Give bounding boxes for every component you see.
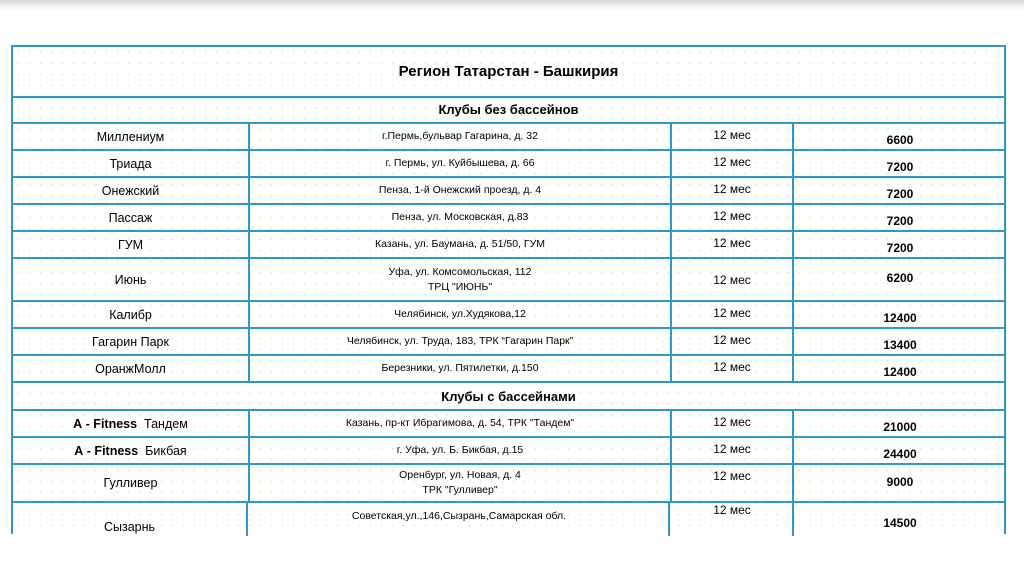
club-term: 12 мес [672, 232, 794, 257]
club-name: ОранжМолл [13, 356, 250, 381]
club-price: 6200 [886, 271, 914, 285]
table-row [13, 465, 1004, 503]
club-term: 12 мес [672, 465, 794, 501]
club-name: Гагарин Парк [13, 329, 250, 354]
club-name: Калибр [13, 302, 250, 327]
club-address: г.Пермь,бульвар Гагарина, д. 32 [250, 124, 672, 149]
table-row [13, 356, 1004, 383]
club-term: 12 мес [672, 259, 794, 300]
club-name: Сызарнь [13, 503, 248, 536]
club-price: 7200 [886, 187, 914, 201]
club-term: 12 мес [672, 438, 794, 463]
section-heading-no-pool: Клубы без бассейнов [13, 96, 1004, 124]
club-address: Челябинск, ул. Труда, 183, ТРК “Гагарин Парк” [250, 329, 672, 354]
brand-label: А - Fitness [74, 443, 139, 458]
table-row [13, 411, 1004, 438]
club-address: Казань, пр-кт Ибрагимова, д. 54, ТРК "Тандем" [250, 411, 672, 436]
club-term: 12 мес [672, 329, 794, 354]
club-price: 9000 [886, 475, 914, 489]
club-price: 24400 [883, 447, 917, 461]
table-title: Регион Татарстан - Башкирия [13, 47, 1004, 98]
table-row [13, 438, 1004, 465]
club-name: ГУМ [13, 232, 250, 257]
club-address: Уфа, ул. Комсомольская, 112 ТРЦ "ИЮНЬ" [250, 259, 672, 300]
club-address: Советская,ул.,146,Сызрань,Самарская обл. [250, 503, 670, 536]
brand-label: А - Fitness [73, 416, 138, 431]
club-term: 12 мес [672, 151, 794, 176]
club-term: 12 мес [672, 124, 794, 149]
club-price: 7200 [886, 214, 914, 228]
club-price: 13400 [883, 338, 917, 352]
club-term: 12 мес [672, 205, 794, 230]
club-address: г. Уфа, ул. Б. Бикбая, д.15 [250, 438, 672, 463]
table-row [13, 178, 1004, 205]
table-row [13, 329, 1004, 356]
top-shadow [0, 0, 1024, 10]
price-table [11, 45, 1006, 534]
section-heading-with-pool: Клубы с бассейнами [13, 383, 1004, 411]
club-address: Челябинск, ул.Худякова,12 [250, 302, 672, 327]
club-name: Пассаж [13, 205, 250, 230]
table-row [13, 124, 1004, 151]
club-name: Гулливер [13, 465, 250, 501]
club-name: Июнь [13, 259, 250, 300]
club-name: А - Fitness Тандем [13, 411, 250, 436]
club-price: 12400 [883, 311, 917, 325]
club-name: Онежский [13, 178, 250, 203]
club-price: 7200 [886, 160, 914, 174]
table-row [13, 151, 1004, 178]
club-price: 6600 [886, 133, 914, 147]
club-term: 12 мес [672, 178, 794, 203]
club-name: Триада [13, 151, 250, 176]
club-name: Миллениум [13, 124, 250, 149]
club-price: 7200 [886, 241, 914, 255]
club-address: Оренбург, ул. Новая, д. 4 ТРК "Гулливер" [250, 465, 672, 501]
club-address: Березники, ул. Пятилетки, д.150 [250, 356, 672, 381]
table-row [13, 503, 1004, 536]
club-term: 12 мес [672, 411, 794, 436]
club-price: 12400 [883, 365, 917, 379]
club-address: Пенза, 1-й Онежский проезд, д. 4 [250, 178, 672, 203]
table-row [13, 205, 1004, 232]
club-address: Казань, ул. Баумана, д. 51/50, ГУМ [250, 232, 672, 257]
club-term: 12 мес [672, 302, 794, 327]
club-term: 12 мес [672, 356, 794, 381]
club-price: 21000 [883, 420, 917, 434]
club-price: 14500 [883, 516, 917, 530]
table-row [13, 302, 1004, 329]
club-address: г. Пермь, ул. Куйбышева, д. 66 [250, 151, 672, 176]
club-name: А - Fitness Бикбая [13, 438, 250, 463]
table-row [13, 232, 1004, 259]
table-row [13, 259, 1004, 302]
club-address: Пенза, ул. Московская, д.83 [250, 205, 672, 230]
club-term: 12 мес [672, 503, 794, 536]
